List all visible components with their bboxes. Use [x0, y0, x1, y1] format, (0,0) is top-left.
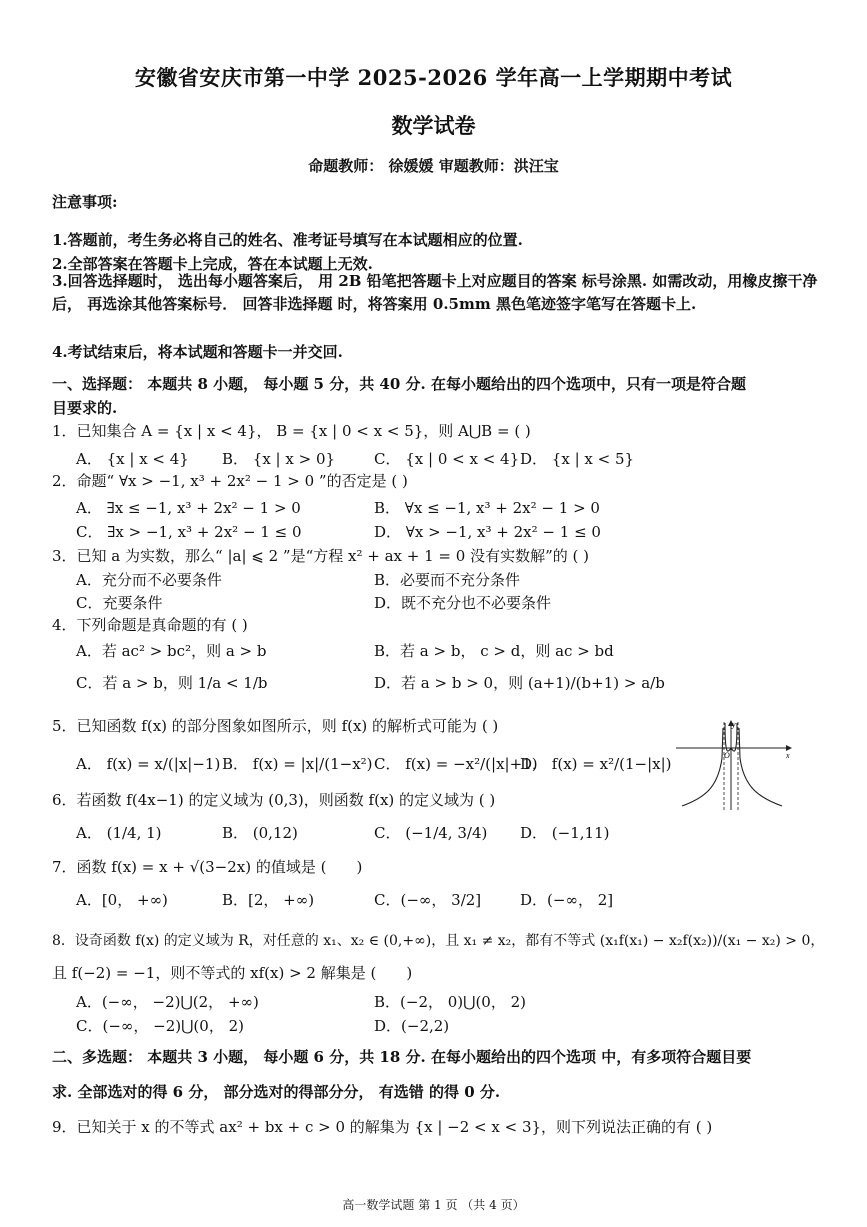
- notice-item-3: 3.回答选择题时， 选出每小题答案后， 用 2B 铅笔把答题卡上对应题目的答案 标号涂黑. 如需改动，用橡皮擦干净后， 再选涂其他答案标号． 回答非选择题 时，将答案用 0.5mm 黑色笔迹签字笔写在答题卡上.: [52, 272, 818, 313]
- question-8-option-a: A．(−∞， −2)⋃(2， +∞): [76, 993, 259, 1011]
- function-graph: [674, 718, 794, 814]
- question-4-option-d: D．若 a > b > 0，则 (a+1)/(b+1) > a/b: [374, 674, 665, 692]
- exam-subtitle: 数学试卷: [391, 113, 476, 138]
- question-7-option-b: B．[2， +∞): [222, 891, 315, 909]
- question-7-option-a: A．[0， +∞): [76, 891, 168, 909]
- y-axis-label: y: [732, 720, 736, 729]
- question-4-option-b: B．若 a > b， c > d，则 ac > bd: [374, 642, 614, 660]
- question-7-stem: 7．函数 f(x) = x + √(3−2x) 的值域是 ( ): [52, 858, 363, 876]
- question-4-option-a: A．若 ac² > bc²，则 a > b: [76, 642, 267, 660]
- question-3-option-b: B．必要而不充分条件: [374, 571, 521, 589]
- question-5-option-b: B． f(x) = |x|/(1−x²): [222, 755, 373, 773]
- question-7-option-c: C．(−∞， 3/2]: [374, 891, 482, 909]
- question-6-stem: 6．若函数 f(4x−1) 的定义域为 (0,3)，则函数 f(x) 的定义域为 ( ): [52, 791, 496, 809]
- question-4-option-c: C．若 a > b，则 1/a < 1/b: [76, 674, 268, 692]
- question-8-option-d: D．(−2,2): [374, 1017, 450, 1035]
- question-8-option-b: B．(−2， 0)⋃(0， 2): [374, 993, 527, 1011]
- exam-teachers: 命题教师： 徐媛媛 审题教师：洪汪宝: [308, 157, 559, 175]
- question-2-stem: 2．命题“ ∀x > −1, x³ + 2x² − 1 > 0 ”的否定是 ( ): [52, 472, 408, 490]
- exam-title: 安徽省安庆市第一中学 2025-2026 学年高一上学期期中考试: [134, 65, 733, 90]
- origin-label: O: [724, 751, 730, 760]
- question-8-option-c: C．(−∞， −2)⋃(0， 2): [76, 1017, 244, 1035]
- question-1-option-a: A． {x | x < 4}: [76, 450, 189, 468]
- question-5-option-c: C． f(x) = −x²/(|x|+1): [374, 755, 538, 773]
- question-5-stem: 5．已知函数 f(x) 的部分图象如图所示，则 f(x) 的解析式可能为 ( ): [52, 717, 499, 735]
- section1-heading-line2: 目要求的.: [52, 399, 118, 417]
- curve-right: [739, 728, 782, 806]
- question-3-option-c: C．充要条件: [76, 594, 163, 612]
- notice-item-1: 1.答题前，考生务必将自己的姓名、准考证号填写在本试题相应的位置.: [52, 231, 523, 249]
- question-8-stem: 8．设奇函数 f(x) 的定义域为 R，对任意的 x₁、x₂ ∈ (0,+∞)，且 x₁ ≠ x₂，都有不等式 (x₁f(x₁) − x₂f(x₂))/(x₁ − x₂) > 0，: [52, 933, 825, 949]
- question-5-option-a: A． f(x) = x/(|x|−1): [76, 755, 221, 773]
- section2-heading-line2: 求. 全部选对的得 6 分， 部分选对的得部分分， 有选错 的得 0 分.: [52, 1083, 501, 1101]
- question-8-stem-line2: 且 f(−2) = −1，则不等式的 xf(x) > 2 解集是 ( ): [52, 964, 413, 982]
- question-2-option-a: A． ∃x ≤ −1, x³ + 2x² − 1 > 0: [76, 499, 301, 517]
- question-2-option-d: D． ∀x > −1, x³ + 2x² − 1 ≤ 0: [374, 523, 601, 541]
- question-1-stem: 1．已知集合 A = {x | x < 4}， B = {x | 0 < x < 5}，则 A⋃B = ( ): [52, 422, 531, 440]
- x-axis-label: x: [786, 751, 790, 760]
- question-3-option-d: D．既不充分也不必要条件: [374, 594, 552, 612]
- question-1-option-b: B． {x | x > 0}: [222, 450, 336, 468]
- curve-left: [682, 728, 723, 806]
- question-9-stem: 9．已知关于 x 的不等式 ax² + bx + c > 0 的解集为 {x | −2 < x < 3}，则下列说法正确的有 ( ): [52, 1118, 713, 1136]
- question-3-stem: 3．已知 a 为实数，那么“ |a| ⩽ 2 ”是“方程 x² + ax + 1 = 0 没有实数解”的 ( ): [52, 547, 589, 565]
- notice-heading: 注意事项:: [52, 193, 118, 211]
- question-3-option-a: A．充分而不必要条件: [76, 571, 222, 589]
- page-footer: 高一数学试题 第 1 页 （共 4 页）: [342, 1198, 525, 1212]
- question-1-option-d: D． {x | x < 5}: [520, 450, 635, 468]
- section2-heading-line1: 二、多选题： 本题共 3 小题， 每小题 6 分，共 18 分. 在每小题给出的四个选项 中，有多项符合题目要: [52, 1048, 752, 1066]
- question-7-option-d: D．(−∞， 2]: [520, 891, 614, 909]
- section1-heading-line1: 一、选择题： 本题共 8 小题， 每小题 5 分，共 40 分. 在每小题给出的四个选项中，只有一项是符合题: [52, 375, 746, 393]
- question-6-option-b: B． (0,12): [222, 824, 298, 842]
- question-6-option-c: C． (−1/4, 3/4): [374, 824, 488, 842]
- question-6-option-d: D． (−1,11): [520, 824, 610, 842]
- question-1-option-c: C． {x | 0 < x < 4}: [374, 450, 520, 468]
- question-5-option-d: D． f(x) = x²/(1−|x|): [520, 755, 672, 773]
- question-4-stem: 4．下列命题是真命题的有 ( ): [52, 616, 248, 634]
- question-6-option-a: A． (1/4, 1): [76, 824, 162, 842]
- notice-item-2: 2.全部答案在答题卡上完成，答在本试题上无效.: [52, 255, 373, 273]
- notice-item-4: 4.考试结束后，将本试题和答题卡一并交回.: [52, 343, 343, 361]
- question-2-option-c: C． ∃x > −1, x³ + 2x² − 1 ≤ 0: [76, 523, 302, 541]
- question-2-option-b: B． ∀x ≤ −1, x³ + 2x² − 1 > 0: [374, 499, 600, 517]
